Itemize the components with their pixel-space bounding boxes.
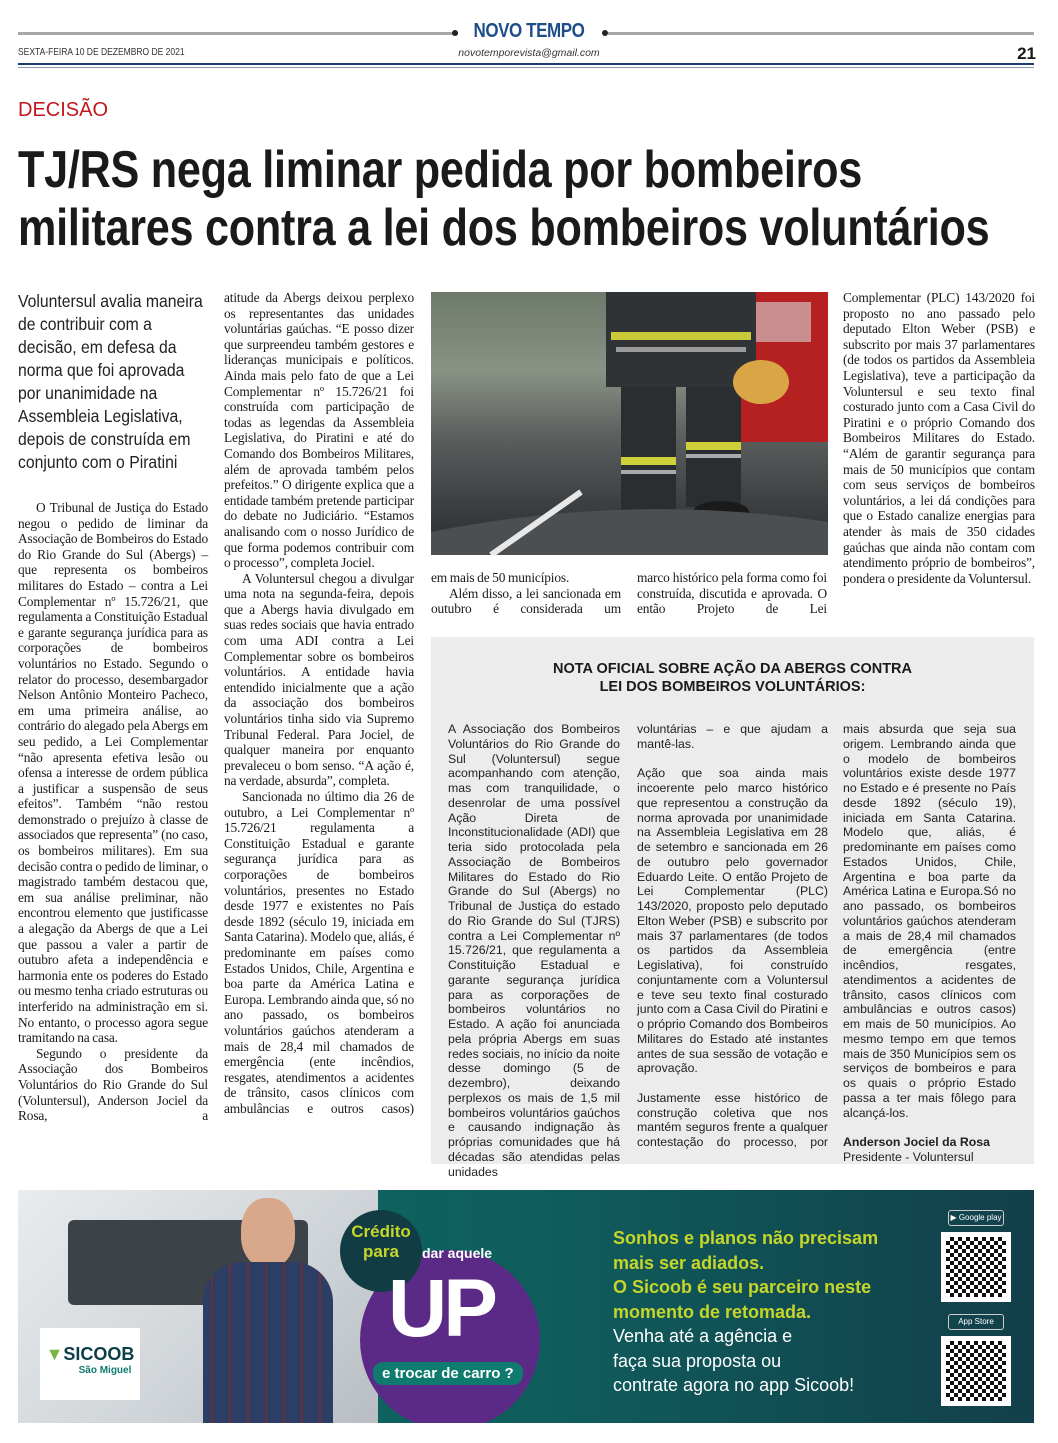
paragraph: O Tribunal de Justiça do Estado negou o pedido de liminar da Associação de Bombeiros do Estado do Rio Grande do Sul (Abergs) – que representa os bombeiros militares do Estado – contra a Lei Complementar nº 15.726/21, que regulamenta a Constituição Estadual e garante segurança jurídica para as corporações de bombeiros voluntários no Estado. Segundo o relator do processo, desembargador Nelson Antônio Monteiro Pacheco, em uma primeira análise, ao contrário do alegado pela Abergs em seu pedido, a Lei Complementar “não apresenta efetiva lesão ou ofensa a interesse de ordem pública a justificar a suspensão de seus efeitos”. Também “não restou demonstrado o prejuízo à classe de associados que representa” (no caso, os bombeiros militares). Em sua decisão contra o pedido de liminar, o magistrado também destacou que, em sua análise preliminar, não encontrou elemento que justificasse a alegação da Abergs de que a Lei que passou a valer a partir de outubro afeta a independência e harmonia ente os poderes do Estado ou mesmo tenha criado estruturas ou interferido na administração em si. No entanto, o processo agora segue tramitando na casa. <box>18 500 208 1046</box>
contact-email[interactable]: novotemporevista@gmail.com <box>458 47 600 59</box>
paragraph: Segundo o presidente da Associação dos Bombeiros Voluntários do Rio Grande do Sul (Voluntersul), Anderson Jociel da Rosa, a <box>18 1045 208 1124</box>
signature-name: Anderson Jociel da Rosa <box>843 1135 990 1149</box>
firefighter-photo <box>431 292 828 555</box>
body-line: contrate agora no app Sicoob! <box>613 1375 855 1395</box>
note-column-1 <box>448 722 620 1179</box>
paragraph: Complementar (PLC) 143/2020 foi proposto no ano passado pelo deputado Elton Weber (PSB) e subscrito por mais 37 parlamentares (de todos os partidos da Assembleia Legislativa), teve a participação da Voluntersul e seu texto final costurado junto com a Casa Civil do Piratini e o próprio Comando dos Bombeiros Militares do Estado. “Além de garantir segurança para mais de 50 municípios que contam com seus serviços de bombeiros voluntários, a lei dá condições para que o Estado canalize energias para atender às mais de 350 cidades gaúchas que ainda não contam com atendimento próprio de bombeiros”, pondera o presidente da Voluntersul. <box>843 290 1035 586</box>
official-note-title <box>431 660 1034 696</box>
article-column-3a <box>431 570 621 617</box>
paragraph: Ação que soa ainda mais incoerente pelo marco histórico que representou a construção da norma aprovada por unanimidade na Assembleia Legislativa em 28 de setembro e sancionada em 26 de outubro pelo governador Eduardo Leite. O então Projeto de Lei Complementar (PLC) 143/2020, proposto pelo deputado Elton Weber (PSB) e subscrito por mais 37 parlamentares (de todos os partidos da Assembleia Legislativa), foi construído conjuntamente com a Voluntersul e teve seu texto final costurado junto com a Casa Civil do Piratini e o próprio Comando dos Bombeiros Militares do Estado até instantes antes de sua sessão de votação e aprovação. <box>637 766 828 1076</box>
title-line: NOTA OFICIAL SOBRE AÇÃO DA ABERGS CONTRA <box>552 661 912 677</box>
article-deck: Voluntersul avalia maneira de contribuir com a decisão, em defesa da norma que foi aprovada por unanimidade na Assembleia Legislativa, depois de construída em conjunto com o Piratini <box>18 291 203 472</box>
man-photo <box>193 1190 343 1423</box>
firefighter-illustration <box>431 292 828 555</box>
qr-code-google-play[interactable] <box>941 1232 1011 1302</box>
paragraph: Além disso, a lei sancionada em outubro é considerada um <box>431 585 621 617</box>
tagline-top: dar aquele <box>422 1245 493 1261</box>
headline-line: mais ser adiados. <box>613 1252 765 1273</box>
paragraph: mais absurda que seja sua origem. Lembrando ainda que o modelo de bombeiros voluntários existe desde 1977 no Estado e é presente no País desde 1892 (século 19), iniciada em Santa Catarina. Modelo que, aliás, é predominante em países como Estados Unidos, Chile, Argentina e boa parte da América Latina e Europa.Só no ano passado, os bombeiros voluntários gaúchos atenderam a mais de 28,4 mil chamados de emergência (entre incêndios, resgates, atendimentos a acidentes de trânsito, casos clínicos com ambulâncias e outros casos) em mais de 50 municípios. Ao mesmo tempo em que temos mais de 350 Municípios sem os serviços de bombeiros e para os quais o próprio Estado passa a ter mais fôlego para alcançá-los. <box>843 722 1016 1120</box>
header-divider <box>18 67 1034 68</box>
sicoob-advertisement[interactable] <box>18 1190 1034 1423</box>
paragraph: marco histórico pela forma como foi construída, discutida e aprovada. O então Projeto de Lei <box>637 570 827 617</box>
brand-name: SICOOB <box>63 1344 135 1364</box>
article-column-2 <box>224 290 414 1116</box>
masthead: NOVO TEMPO <box>473 20 585 42</box>
body-line: Venha até a agência e <box>613 1326 793 1346</box>
paragraph: Justamente esse histórico de construção coletiva que nos mantém seguros frente a qualquer contestação do processo, por <box>637 1090 828 1149</box>
paragraph: A Associação dos Bombeiros Voluntários do Rio Grande do Sul (Voluntersul) segue acompanhando com atenção, mas com tranquilidade, o desenrolar de uma possível Ação Direta de Inconstitucionalidade (ADI) que teria sido protocolada pela Associação de Bombeiros Militares do Estado do Rio Grande do Sul (Abergs) no Tribunal de Justiça do estado do Rio Grande do Sul (TJRS) contra a Lei Complementar nº 15.726/21, que regulamenta a Constituição Estadual e garante segurança jurídica para as corporações de bombeiros voluntários no Estado. A ação foi anunciada pela própria Abergs em suas redes sociais, no início da noite desse domingo (5 de dezembro), deixando perplexos os mais de 1,5 mil bombeiros voluntários gaúchos e causando indignação às próprias comunidades que há décadas são atendidas pelas unidades <box>448 722 620 1179</box>
page-number: 21 <box>1017 44 1036 63</box>
badge-label: App Store <box>958 1317 994 1326</box>
paragraph: A Voluntersul chegou a divulgar uma nota na segunda-feira, depois que a Abergs havia divulgado em suas redes sociais que havia entrado com uma ADI contra a Lei Complementar sobre os bombeiros voluntários. A entidade havia entendido inicialmente que a ação da associação dos bombeiros voluntários tinha sido via Supremo Tribunal Federal. Para Jociel, de qualquer maneira por enquanto prevaleceu o bom senso. “A ação é, na verdade, absurda”, completa. <box>224 570 414 789</box>
up-text: UP <box>388 1263 494 1354</box>
section-kicker: DECISÃO <box>18 99 109 121</box>
credit-label: Crédito para <box>340 1210 422 1292</box>
ad-body <box>613 1324 854 1398</box>
title-line: LEI DOS BOMBEIROS VOLUNTÁRIOS: <box>599 679 866 695</box>
article-column-3b <box>637 570 827 617</box>
note-column-2 <box>637 722 828 1150</box>
branch-name: São Miguel <box>78 1365 132 1376</box>
issue-date: SEXTA-FEIRA 10 DE DEZEMBRO DE 2021 <box>18 47 185 58</box>
note-column-3 <box>843 722 1016 1165</box>
badge-label: Google play <box>958 1213 1002 1222</box>
qr-code-app-store[interactable] <box>941 1336 1011 1406</box>
headline: militares contra a lei dos bombeiros voluntários <box>18 199 990 257</box>
body-line: faça sua proposta ou <box>613 1350 782 1371</box>
app-store-badge[interactable] <box>948 1314 1004 1330</box>
tagline-bottom: e trocar de carro ? <box>373 1362 523 1385</box>
headline-line: O Sicoob é seu parceiro neste <box>613 1277 872 1297</box>
paragraph: em mais de 50 municípios. <box>431 570 570 585</box>
ad-headline <box>613 1226 878 1324</box>
headline: TJ/RS nega liminar pedida por bombeiros <box>18 141 863 199</box>
header-divider <box>18 63 1034 65</box>
sicoob-logo: ▼SICOOB São Miguel <box>40 1328 140 1400</box>
headline-line: momento de retomada. <box>613 1301 812 1322</box>
article-column-1 <box>18 500 208 1124</box>
signature-role: Presidente - Voluntersul <box>843 1149 974 1164</box>
paragraph: atitude da Abergs deixou perplexo os representantes das unidades voluntárias gaúchas. “E posso dizer que surpreendeu também gestores e lideranças municipais e políticos. Ainda mais pelo fato de que a Lei Complementar nº 15.726/21 foi construída com participação de todas as legendas da Assembleia Legislativa, do Piratini e até do Comando dos Bombeiros Militares, além de aprovada também pelos prefeitos.” O dirigente explica que a entidade também pretende participar do debate no Judiciário. “Estamos analisando com o nosso Jurídico de que forma podemos contribuir com o processo”, completa Jociel. <box>224 290 414 571</box>
google-play-badge[interactable]: ▶ Google play <box>948 1210 1004 1226</box>
paragraph: voluntárias – e que ajudam a mantê-las. <box>637 722 828 751</box>
paragraph: Sancionada no último dia 26 de outubro, a Lei Complementar nº 15.726/21 regulamenta a Constituição Estadual e garante segurança jurídica para as corporações de bombeiros voluntários, presentes no Estado desde 1977 e existentes no País desde 1892 (século 19, iniciada em Santa Catarina). Modelo que, aliás, é predominante em países como Estados Unidos, Chile, Argentina e boa parte da América Latina e Europa. Lembrando ainda que, só no ano passado, os bombeiros voluntários gaúchos atenderam a mais de 28,4 mil chamados de emergência (ente incêndios, resgates, atendimentos a acidentes de trânsito, casos clínicos com ambulâncias e outros casos) <box>224 789 414 1116</box>
headline-line: Sonhos e planos não precisam <box>613 1228 879 1248</box>
header-rule-right <box>608 32 1034 35</box>
article-column-4 <box>843 290 1035 586</box>
